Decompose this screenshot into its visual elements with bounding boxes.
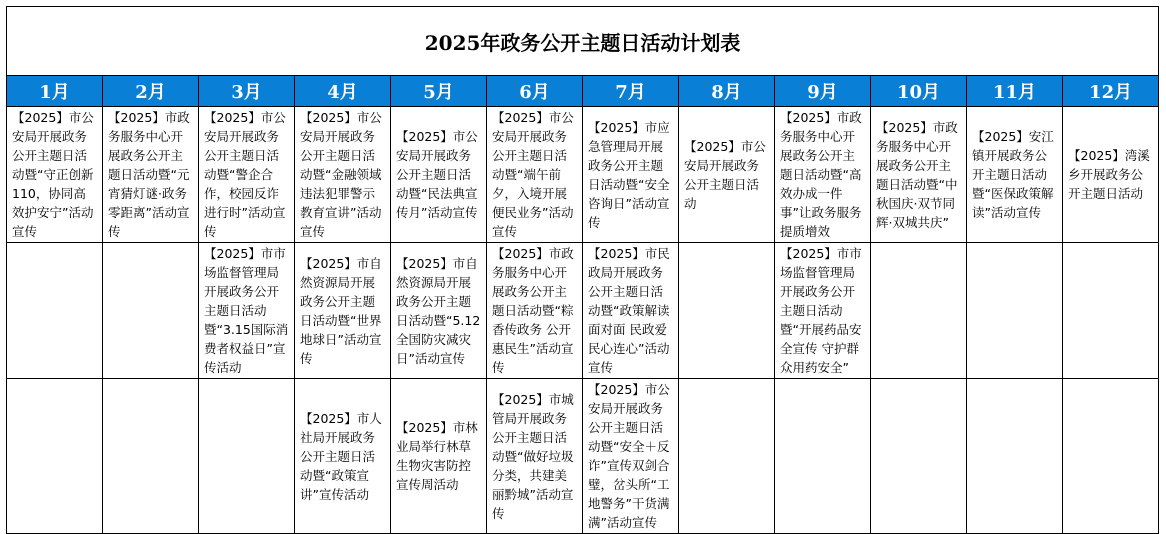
month-header: 8月 — [679, 76, 775, 107]
table-title: 2025年政务公开主题日活动计划表 — [7, 7, 1159, 76]
month-header: 1月 — [7, 76, 103, 107]
activity-cell: 【2025】市应急管理局开展政务公开主题日活动暨“安全咨询日”活动宣传 — [583, 107, 679, 243]
month-header: 4月 — [295, 76, 391, 107]
month-header: 7月 — [583, 76, 679, 107]
month-header: 2月 — [103, 76, 199, 107]
activity-cell: 【2025】市自然资源局开展政务公开主题日活动暨“世界地球日”活动宣传 — [295, 243, 391, 379]
activity-cell — [775, 379, 871, 534]
activity-plan-table — [6, 6, 1159, 534]
activity-cell: 【2025】市政务服务中心开展政务公开主题日活动暨“元宵猜灯谜·政务零距离”活动宣传 — [103, 107, 199, 243]
activity-cell — [967, 379, 1063, 534]
activity-cell: 【2025】市人社局开展政务公开主题日活动暨“政策宣讲”宣传活动 — [295, 379, 391, 534]
table-row — [7, 107, 1159, 243]
activity-cell: 【2025】安江镇开展政务公开主题日活动暨“医保政策解读”活动宣传 — [967, 107, 1063, 243]
month-header: 10月 — [871, 76, 967, 107]
activity-cell — [871, 379, 967, 534]
activity-cell: 【2025】市公安局开展政务公开主题日活动暨“守正创新110，协同高效护安宁”活动宣传 — [7, 107, 103, 243]
table-row — [7, 243, 1159, 379]
table-row — [7, 379, 1159, 534]
activity-cell: 【2025】市公安局开展政务公开主题日活动 — [679, 107, 775, 243]
activity-cell — [199, 379, 295, 534]
month-header: 5月 — [391, 76, 487, 107]
activity-cell: 【2025】市政务服务中心开展政务公开主题日活动暨“粽香传政务 公开惠民生”活动宣传 — [487, 243, 583, 379]
activity-cell — [103, 243, 199, 379]
activity-cell: 【2025】市政务服务中心开展政务公开主题日活动暨“高效办成一件事”让政务服务提质增效 — [775, 107, 871, 243]
activity-cell: 【2025】市公安局开展政务公开主题日活动暨“安全＋反诈”宣传双剑合璧，岔头所“工地警务”干货满满”活动宣传 — [583, 379, 679, 534]
activity-cell: 【2025】市政务服务中心开展政务公开主题日活动暨“中秋国庆·双节同辉·双城共庆” — [871, 107, 967, 243]
activity-cell: 【2025】湾溪乡开展政务公开主题日活动 — [1063, 107, 1159, 243]
activity-cell — [7, 379, 103, 534]
activity-cell: 【2025】市自然资源局开展政务公开主题日活动暨“5.12全国防灾减灾日”活动宣传 — [391, 243, 487, 379]
activity-cell — [679, 243, 775, 379]
activity-cell — [7, 243, 103, 379]
activity-cell — [103, 379, 199, 534]
month-header: 6月 — [487, 76, 583, 107]
activity-cell: 【2025】市公安局开展政务公开主题日活动暨“端午前夕，入境开展便民业务”活动宣传 — [487, 107, 583, 243]
month-header: 9月 — [775, 76, 871, 107]
activity-cell: 【2025】市公安局开展政务公开主题日活动暨“金融领域违法犯罪警示教育宣讲”活动宣传 — [295, 107, 391, 243]
activity-cell — [871, 243, 967, 379]
activity-cell: 【2025】市城管局开展政务公开主题日活动暨“做好垃圾分类，共建美丽黔城”活动宣传 — [487, 379, 583, 534]
month-header: 11月 — [967, 76, 1063, 107]
activity-cell: 【2025】市市场监督管理局开展政务公开主题日活动暨“3.15国际消费者权益日”宣传活动 — [199, 243, 295, 379]
month-header-row — [7, 76, 1159, 107]
activity-cell: 【2025】市林业局举行林草生物灾害防控宣传周活动 — [391, 379, 487, 534]
activity-cell: 【2025】市公安局开展政务公开主题日活动暨“民法典宣传月”活动宣传 — [391, 107, 487, 243]
activity-cell: 【2025】市公安局开展政务公开主题日活动暨“警企合作，校园反诈进行时”活动宣传 — [199, 107, 295, 243]
activity-cell — [967, 243, 1063, 379]
plan-sheet — [6, 6, 1158, 530]
month-header: 3月 — [199, 76, 295, 107]
activity-cell — [1063, 243, 1159, 379]
activity-cell: 【2025】市市场监督管理局开展政务公开主题日活动暨“开展药品安全宣传 守护群众用药安全” — [775, 243, 871, 379]
activity-cell: 【2025】市民政局开展政务公开主题日活动暨“政策解读面对面 民政爱民心连心”活动宣传 — [583, 243, 679, 379]
activity-cell — [679, 379, 775, 534]
month-header: 12月 — [1063, 76, 1159, 107]
activity-cell — [1063, 379, 1159, 534]
